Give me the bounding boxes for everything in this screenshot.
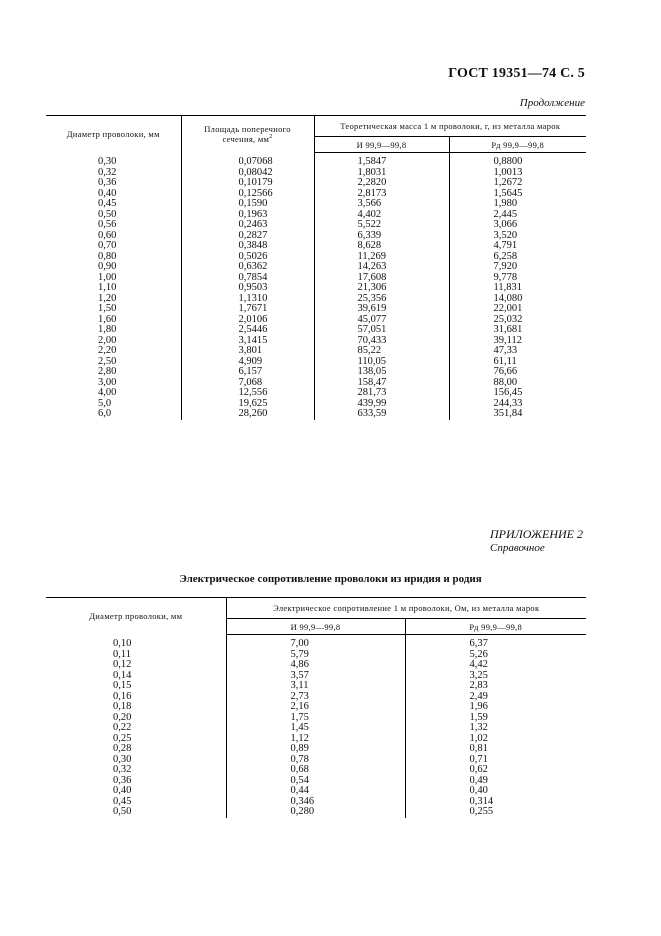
cell-mass-rhodium: 6,258	[449, 252, 586, 263]
cell-resistance-rhodium: 0,255	[405, 807, 586, 818]
cell-mass-iridium: 14,263	[314, 262, 449, 273]
cell-mass-rhodium: 11,831	[449, 283, 586, 294]
cell-area: 1,7671	[181, 304, 314, 315]
cell-area: 0,12566	[181, 189, 314, 200]
column-header-rhodium: Рд 99,9—99,8	[405, 619, 586, 635]
cell-mass-rhodium: 31,681	[449, 325, 586, 336]
cell-resistance-iridium: 0,68	[226, 765, 405, 776]
cell-resistance-iridium: 0,54	[226, 776, 405, 787]
cell-area: 2,5446	[181, 325, 314, 336]
cell-resistance-iridium: 0,280	[226, 807, 405, 818]
cell-mass-iridium: 439,99	[314, 399, 449, 410]
cell-mass-iridium: 1,5847	[314, 153, 449, 168]
cell-diameter: 2,50	[98, 355, 117, 367]
appendix-label: ПРИЛОЖЕНИЕ 2	[490, 527, 583, 541]
table-row	[46, 241, 586, 252]
cell-resistance-iridium: 1,75	[226, 713, 405, 724]
cell-resistance-iridium: 3,11	[226, 681, 405, 692]
cell-diameter: 1,00	[98, 271, 117, 283]
cell-diameter: 2,20	[98, 345, 117, 356]
column-header-diameter: Диаметр проволоки, мм	[46, 598, 226, 635]
table-row	[46, 153, 586, 168]
cell-mass-rhodium: 7,920	[449, 262, 586, 273]
cell-mass-iridium: 45,077	[314, 315, 449, 326]
cell-resistance-iridium: 0,346	[226, 797, 405, 808]
cell-resistance-rhodium: 6,37	[405, 635, 586, 650]
column-header-rhodium: Рд 99,9—99,8	[449, 137, 586, 153]
table-row	[46, 409, 586, 420]
page-header: ГОСТ 19351—74 С. 5	[448, 66, 585, 81]
area-header-sup: 2	[269, 134, 273, 141]
cell-resistance-rhodium: 1,59	[405, 713, 586, 724]
table-row	[46, 178, 586, 189]
cell-area: 3,1415	[181, 336, 314, 347]
cell-mass-iridium: 138,05	[314, 367, 449, 378]
cell-mass-rhodium: 2,445	[449, 210, 586, 221]
cell-resistance-iridium: 2,16	[226, 702, 405, 713]
cell-mass-iridium: 281,73	[314, 388, 449, 399]
cell-diameter: 1,60	[98, 313, 117, 325]
cell-diameter: 0,11	[113, 648, 131, 660]
cell-resistance-rhodium: 1,02	[405, 734, 586, 745]
cell-diameter: 0,12	[113, 659, 132, 670]
resistance-table-title: Электрическое сопротивление проволоки из иридия и родия	[179, 573, 482, 585]
cell-resistance-iridium: 4,86	[226, 660, 405, 671]
cell-area: 6,157	[181, 367, 314, 378]
appendix-sub: Справочное	[490, 542, 545, 554]
cell-diameter: 0,30	[98, 155, 117, 167]
cell-area: 0,2463	[181, 220, 314, 231]
cell-diameter: 0,14	[113, 669, 132, 681]
cell-area: 1,1310	[181, 294, 314, 305]
cell-resistance-rhodium: 0,71	[405, 755, 586, 766]
cell-mass-iridium: 11,269	[314, 252, 449, 263]
cell-diameter: 1,20	[98, 292, 117, 304]
cell-diameter: 0,36	[98, 177, 117, 188]
cell-mass-rhodium: 25,032	[449, 315, 586, 326]
cell-diameter: 0,22	[113, 722, 132, 733]
cell-diameter: 0,30	[113, 753, 132, 765]
table-row	[46, 660, 586, 671]
cell-diameter: 0,45	[98, 198, 117, 209]
cell-area: 0,2827	[181, 231, 314, 242]
cell-diameter: 1,10	[98, 282, 117, 293]
cell-resistance-iridium: 0,78	[226, 755, 405, 766]
cell-diameter: 3,00	[98, 376, 117, 388]
column-header-iridium: И 99,9—99,8	[226, 619, 405, 635]
cell-diameter: 0,70	[98, 240, 117, 251]
cell-area: 7,068	[181, 378, 314, 389]
cell-mass-rhodium: 1,5645	[449, 189, 586, 200]
cell-mass-rhodium: 244,33	[449, 399, 586, 410]
cell-resistance-rhodium: 3,25	[405, 671, 586, 682]
table-row	[46, 283, 586, 294]
table-row	[46, 702, 586, 713]
cell-diameter: 0,16	[113, 690, 132, 702]
cell-mass-iridium: 39,619	[314, 304, 449, 315]
cell-mass-rhodium: 9,778	[449, 273, 586, 284]
cell-resistance-rhodium: 0,62	[405, 765, 586, 776]
cell-mass-rhodium: 88,00	[449, 378, 586, 389]
cell-mass-rhodium: 156,45	[449, 388, 586, 399]
cell-diameter: 0,90	[98, 261, 117, 272]
cell-mass-rhodium: 1,0013	[449, 168, 586, 179]
cell-diameter: 0,20	[113, 711, 132, 723]
cell-diameter: 0,32	[98, 166, 117, 178]
column-header-diameter: Диаметр проволоки, мм	[46, 116, 181, 153]
table-row	[46, 388, 586, 399]
table-row	[46, 367, 586, 378]
table-row	[46, 681, 586, 692]
cell-mass-iridium: 1,8031	[314, 168, 449, 179]
cell-area: 4,909	[181, 357, 314, 368]
cell-area: 0,9503	[181, 283, 314, 294]
cell-mass-rhodium: 14,080	[449, 294, 586, 305]
cell-diameter: 0,25	[113, 732, 132, 744]
cell-mass-rhodium: 3,066	[449, 220, 586, 231]
cell-area: 0,1590	[181, 199, 314, 210]
cell-resistance-iridium: 7,00	[226, 635, 405, 650]
cell-diameter: 0,60	[98, 229, 117, 241]
cell-mass-rhodium: 61,11	[449, 357, 586, 368]
table-row	[46, 786, 586, 797]
cell-mass-rhodium: 1,980	[449, 199, 586, 210]
cell-resistance-rhodium: 4,42	[405, 660, 586, 671]
cell-area: 2,0106	[181, 315, 314, 326]
cell-area: 19,625	[181, 399, 314, 410]
cell-resistance-rhodium: 0,314	[405, 797, 586, 808]
cell-diameter: 0,28	[113, 743, 132, 754]
cell-resistance-rhodium: 0,49	[405, 776, 586, 787]
cell-diameter: 5,0	[98, 397, 112, 409]
table-row	[46, 220, 586, 231]
table-row	[46, 807, 586, 818]
table-row	[46, 325, 586, 336]
cell-diameter: 0,50	[113, 806, 132, 817]
table-row	[46, 346, 586, 357]
cell-resistance-rhodium: 1,96	[405, 702, 586, 713]
cell-diameter: 0,80	[98, 250, 117, 262]
cell-mass-iridium: 70,433	[314, 336, 449, 347]
cell-resistance-rhodium: 0,40	[405, 786, 586, 797]
cell-diameter: 0,40	[113, 785, 132, 796]
cell-mass-iridium: 3,566	[314, 199, 449, 210]
cell-area: 0,08042	[181, 168, 314, 179]
cell-resistance-rhodium: 5,26	[405, 650, 586, 661]
cell-diameter: 0,56	[98, 219, 117, 230]
cell-resistance-iridium: 5,79	[226, 650, 405, 661]
table-row	[46, 744, 586, 755]
cell-diameter: 0,18	[113, 701, 132, 712]
cell-diameter: 2,00	[98, 334, 117, 346]
cell-mass-rhodium: 47,33	[449, 346, 586, 357]
cell-mass-iridium: 5,522	[314, 220, 449, 231]
table-row	[46, 199, 586, 210]
cell-mass-iridium: 6,339	[314, 231, 449, 242]
table-row	[46, 723, 586, 734]
cell-area: 0,10179	[181, 178, 314, 189]
cell-mass-iridium: 110,05	[314, 357, 449, 368]
cell-resistance-iridium: 0,44	[226, 786, 405, 797]
cell-diameter: 1,50	[98, 303, 117, 314]
cell-diameter: 1,80	[98, 324, 117, 335]
cell-resistance-rhodium: 1,32	[405, 723, 586, 734]
table-row	[46, 304, 586, 315]
cell-area: 3,801	[181, 346, 314, 357]
continuation-label: Продолжение	[519, 97, 585, 109]
cell-mass-rhodium: 76,66	[449, 367, 586, 378]
cell-mass-iridium: 2,2820	[314, 178, 449, 189]
cell-resistance-iridium: 2,73	[226, 692, 405, 703]
table-row	[46, 635, 586, 650]
cell-resistance-rhodium: 0,81	[405, 744, 586, 755]
cell-diameter: 0,36	[113, 774, 132, 786]
cell-mass-iridium: 633,59	[314, 409, 449, 420]
area-header-line2: сечения, мм	[222, 134, 270, 145]
column-header-resistance-group: Электрическое сопротивление 1 м проволоки, Ом, из металла марок	[226, 598, 586, 619]
cell-resistance-iridium: 3,57	[226, 671, 405, 682]
cell-diameter: 6,0	[98, 408, 112, 419]
appendix-block	[490, 527, 583, 555]
cell-mass-rhodium: 4,791	[449, 241, 586, 252]
cell-diameter: 2,80	[98, 366, 117, 377]
cell-area: 28,260	[181, 409, 314, 420]
column-header-area	[181, 116, 314, 153]
cell-diameter: 0,10	[113, 637, 132, 649]
wire-resistance-table	[46, 597, 586, 818]
cell-diameter: 0,40	[98, 187, 117, 199]
cell-resistance-rhodium: 2,83	[405, 681, 586, 692]
cell-mass-iridium: 2,8173	[314, 189, 449, 200]
cell-area: 0,1963	[181, 210, 314, 221]
cell-mass-rhodium: 39,112	[449, 336, 586, 347]
cell-area: 0,7854	[181, 273, 314, 284]
area-header-line1: Площадь поперечного	[204, 124, 291, 135]
cell-area: 0,6362	[181, 262, 314, 273]
cell-mass-rhodium: 1,2672	[449, 178, 586, 189]
cell-resistance-rhodium: 2,49	[405, 692, 586, 703]
cell-mass-iridium: 85,22	[314, 346, 449, 357]
cell-diameter: 0,45	[113, 795, 132, 807]
cell-mass-rhodium: 0,8800	[449, 153, 586, 168]
cell-diameter: 4,00	[98, 387, 117, 398]
cell-area: 12,556	[181, 388, 314, 399]
table-row	[46, 262, 586, 273]
cell-area: 0,3848	[181, 241, 314, 252]
wire-mass-table	[46, 115, 586, 420]
cell-mass-rhodium: 3,520	[449, 231, 586, 242]
cell-mass-iridium: 8,628	[314, 241, 449, 252]
cell-diameter: 0,15	[113, 680, 132, 691]
cell-mass-iridium: 17,608	[314, 273, 449, 284]
column-header-iridium: И 99,9—99,8	[314, 137, 449, 153]
cell-mass-iridium: 21,306	[314, 283, 449, 294]
cell-diameter: 0,32	[113, 764, 132, 775]
cell-diameter: 0,50	[98, 208, 117, 220]
cell-resistance-iridium: 1,12	[226, 734, 405, 745]
cell-area: 0,5026	[181, 252, 314, 263]
cell-mass-iridium: 57,051	[314, 325, 449, 336]
cell-mass-iridium: 4,402	[314, 210, 449, 221]
cell-mass-iridium: 158,47	[314, 378, 449, 389]
cell-resistance-iridium: 0,89	[226, 744, 405, 755]
column-header-mass-group: Теоретическая масса 1 м проволоки, г, из металла марок	[314, 116, 586, 137]
table-row	[46, 765, 586, 776]
cell-mass-iridium: 25,356	[314, 294, 449, 305]
cell-area: 0,07068	[181, 153, 314, 168]
cell-mass-rhodium: 351,84	[449, 409, 586, 420]
cell-mass-rhodium: 22,001	[449, 304, 586, 315]
cell-resistance-iridium: 1,45	[226, 723, 405, 734]
